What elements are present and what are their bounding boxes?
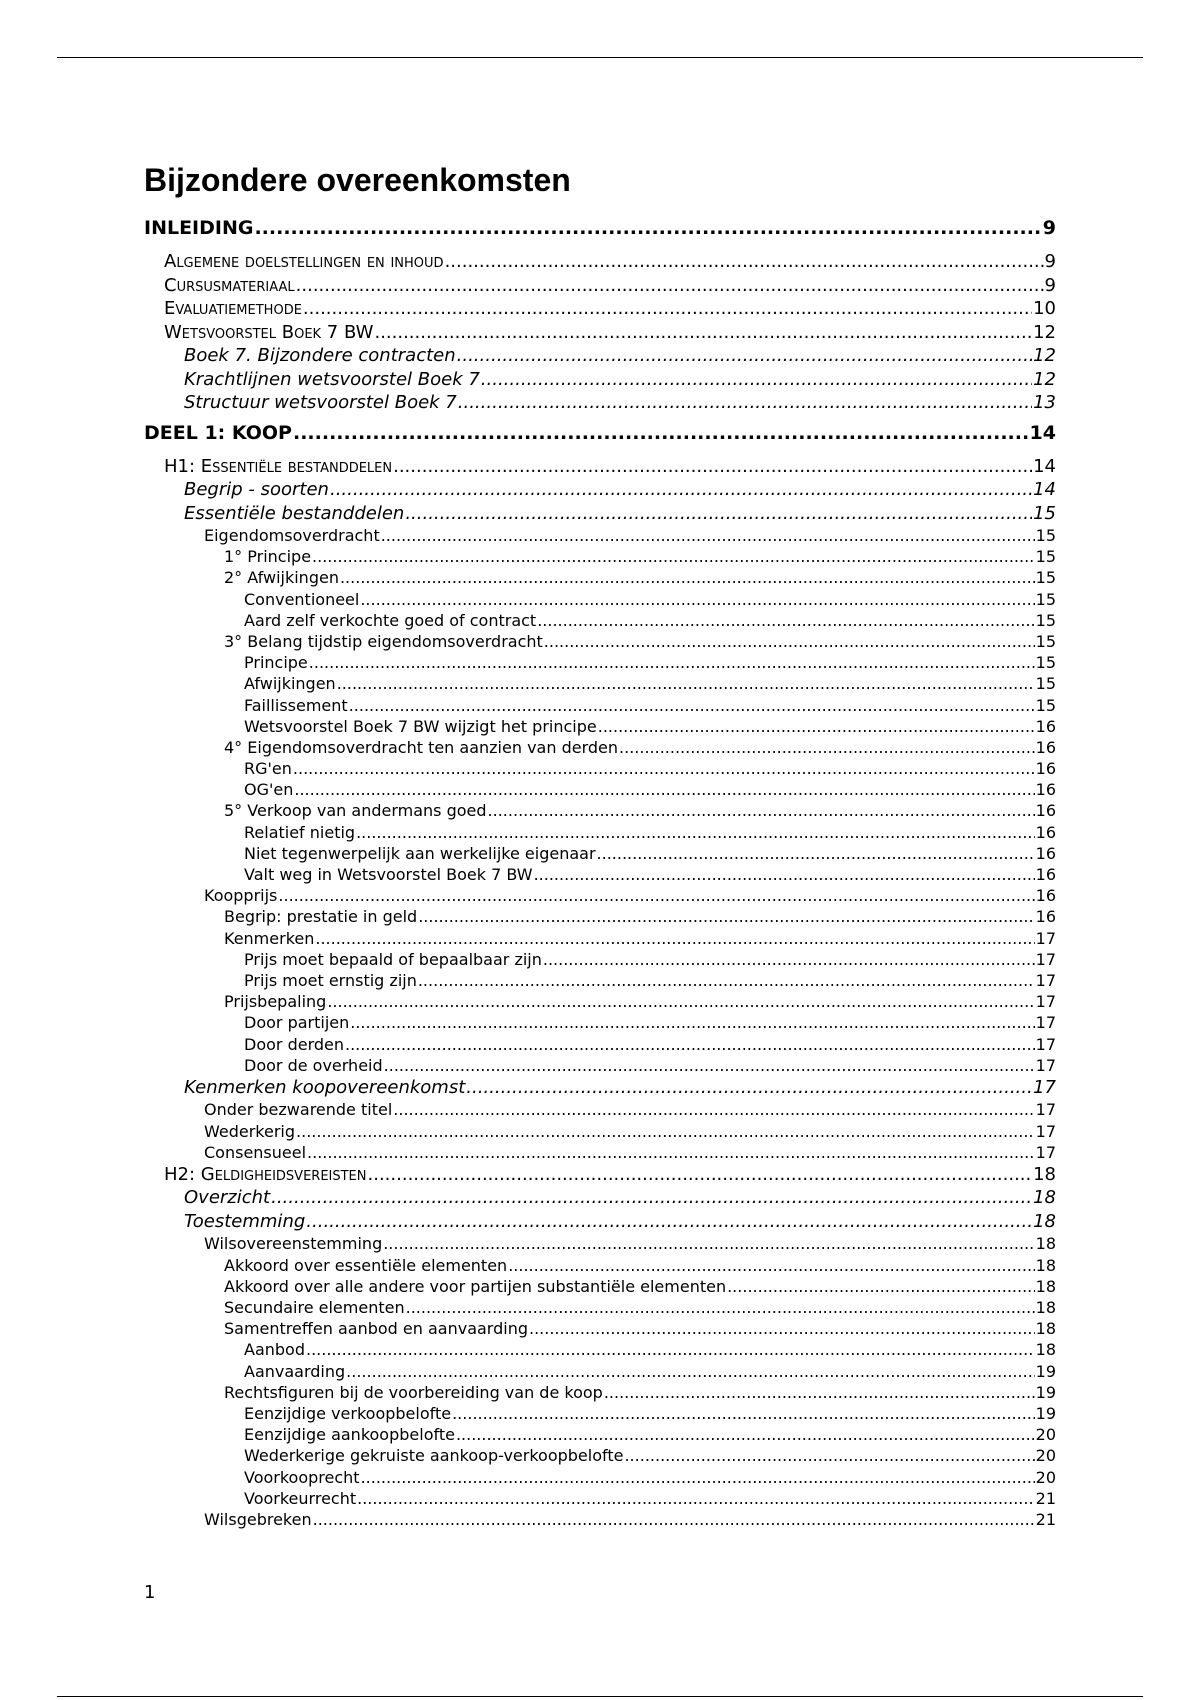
toc-entry[interactable]	[144, 1509, 1056, 1530]
toc-entry[interactable]	[144, 864, 1056, 885]
toc-leader-dots	[381, 525, 1035, 546]
toc-leader-dots	[456, 1424, 1035, 1445]
toc-entry-page: 15	[1035, 526, 1056, 545]
toc-entry-title: Krachtlijnen wetsvoorstel Boek 7	[184, 368, 480, 390]
toc-entry-title: Akkoord over alle andere voor partijen substantiële elementen	[224, 1276, 727, 1296]
toc-leader-dots	[303, 297, 1032, 321]
toc-entry[interactable]	[144, 1012, 1056, 1033]
toc-entry-page: 16	[1035, 886, 1056, 906]
toc-entry-page: 16	[1035, 801, 1056, 821]
toc-entry-page: 15	[1035, 695, 1056, 715]
toc-entry-page: 16	[1035, 907, 1056, 927]
toc-leader-dots	[293, 758, 1035, 779]
toc-leader-dots	[327, 991, 1034, 1012]
toc-entry-page: 17	[1035, 1034, 1056, 1054]
toc-entry-title: Kenmerken	[224, 928, 315, 948]
toc-entry-page: 21	[1035, 1509, 1056, 1529]
toc-entry-title: Voorkeurrecht	[244, 1488, 357, 1508]
toc-entry[interactable]	[144, 1255, 1056, 1276]
toc-leader-dots	[330, 478, 1032, 502]
toc-entry[interactable]	[144, 1276, 1056, 1297]
toc-entry-title: Onder bezwarende titel	[204, 1100, 393, 1120]
toc-entry-title: Wederkerig	[204, 1121, 296, 1141]
toc-entry-title: Evaluatiemethode	[164, 298, 302, 319]
toc-leader-dots	[271, 1186, 1032, 1210]
toc-leader-dots	[727, 1276, 1035, 1297]
toc-entry-page: 17	[1035, 1055, 1056, 1075]
toc-leader-dots	[544, 631, 1035, 652]
toc-entry-title: DEEL 1: KOOP	[144, 421, 292, 444]
toc-entry-title: Samentreffen aanbod en aanvaarding	[224, 1319, 528, 1339]
toc-entry[interactable]	[144, 673, 1056, 694]
toc-entry[interactable]	[144, 455, 1056, 479]
toc-leader-dots	[345, 1034, 1035, 1055]
toc-entry[interactable]	[144, 1055, 1056, 1076]
toc-leader-dots	[337, 673, 1035, 694]
toc-entry-title: Faillissement	[244, 695, 348, 715]
toc-entry-title: Wetsvoorstel Boek 7 BW	[164, 321, 374, 343]
toc-entry-page: 16	[1035, 822, 1056, 842]
toc-leader-dots	[393, 455, 1032, 479]
toc-leader-dots	[508, 1255, 1034, 1276]
toc-entry-title: Aanvaarding	[244, 1361, 346, 1381]
toc-entry-title: 2° Afwijkingen	[224, 568, 339, 588]
toc-entry-page: 9	[1044, 251, 1056, 272]
toc-entry[interactable]	[144, 1424, 1056, 1445]
toc-entry-page: 15	[1033, 502, 1056, 524]
toc-entry-page: 15	[1035, 674, 1056, 694]
toc-entry[interactable]	[144, 843, 1056, 864]
toc-entry-page: 16	[1035, 737, 1056, 757]
toc-entry-page: 9	[1044, 274, 1056, 296]
toc-entry[interactable]	[144, 344, 1056, 368]
toc-entry-page: 16	[1035, 716, 1056, 736]
toc-entry-page: 12	[1033, 345, 1056, 366]
toc-entry-page: 12	[1033, 368, 1056, 390]
toc-entry-title: 4° Eigendomsoverdracht ten aanzien van derden	[224, 737, 619, 757]
toc-entry-title: OG'en	[244, 780, 294, 800]
toc-leader-dots	[368, 1163, 1033, 1187]
toc-entry-title: Door derden	[244, 1034, 344, 1054]
toc-entry-title: Rechtsfiguren bij de voorbereiding van de koop	[224, 1382, 603, 1402]
toc-entry-title: Begrip - soorten	[184, 479, 329, 500]
toc-leader-dots	[445, 250, 1044, 274]
toc-leader-dots	[529, 1318, 1035, 1339]
toc-entry-title: Toestemming	[184, 1210, 306, 1232]
toc-entry-page: 16	[1035, 780, 1056, 800]
toc-leader-dots	[360, 589, 1034, 610]
toc-entry-title: Door de overheid	[244, 1055, 383, 1075]
page-number: 1	[144, 1582, 156, 1603]
toc-leader-dots	[309, 652, 1035, 673]
toc-entry-page: 15	[1035, 631, 1056, 651]
toc-entry[interactable]	[144, 525, 1056, 546]
toc-leader-dots	[418, 906, 1034, 927]
toc-entry-title: Voorkooprecht	[244, 1467, 360, 1487]
toc-entry-title: 5° Verkoop van andermans goed	[224, 801, 487, 821]
toc-entry-page: 15	[1035, 610, 1056, 630]
toc-entry[interactable]	[144, 1099, 1056, 1120]
toc-entry-title: Eenzijdige verkoopbelofte	[244, 1403, 452, 1423]
toc-entry-title: Structuur wetsvoorstel Boek 7	[184, 392, 457, 413]
toc-entry[interactable]	[144, 368, 1056, 392]
toc-entry-page: 16	[1035, 865, 1056, 884]
toc-entry-title: Niet tegenwerpelijk aan werkelijke eigenaar	[244, 843, 596, 863]
toc-entry[interactable]	[144, 214, 1056, 250]
toc-leader-dots	[405, 502, 1032, 526]
toc-entry[interactable]	[144, 1382, 1056, 1403]
toc-entry[interactable]	[144, 1233, 1056, 1254]
toc-entry[interactable]	[144, 1403, 1056, 1424]
toc-entry-title: Wederkerige gekruiste aankoop-verkoopbelofte	[244, 1446, 624, 1466]
toc-entry-page: 12	[1033, 321, 1056, 343]
toc-entry[interactable]	[144, 1297, 1056, 1318]
toc-leader-dots	[350, 1012, 1034, 1033]
toc-entry-page: 19	[1035, 1403, 1056, 1423]
toc-entry[interactable]	[144, 1034, 1056, 1055]
toc-leader-dots	[458, 391, 1032, 415]
toc-leader-dots	[481, 368, 1032, 392]
toc-entry-page: 21	[1035, 1488, 1056, 1508]
toc-entry-title: Akkoord over essentiële elementen	[224, 1255, 508, 1275]
toc-entry-page: 18	[1033, 1210, 1056, 1232]
toc-entry[interactable]	[144, 885, 1056, 906]
toc-leader-dots	[315, 928, 1034, 949]
toc-entry-title: Prijs moet ernstig zijn	[244, 970, 417, 990]
toc-entry[interactable]	[144, 1488, 1056, 1509]
toc-leader-dots	[349, 695, 1035, 716]
toc-leader-dots	[466, 1076, 1032, 1100]
toc-entry[interactable]	[144, 737, 1056, 758]
toc-entry-title: H2: Geldigheidsvereisten	[164, 1163, 367, 1185]
toc-leader-dots	[293, 419, 1029, 447]
toc-entry[interactable]	[144, 1467, 1056, 1488]
toc-leader-dots	[313, 1509, 1035, 1530]
toc-entry[interactable]	[144, 758, 1056, 779]
header-rule	[57, 57, 1143, 58]
toc-entry-page: 20	[1035, 1467, 1056, 1487]
toc-entry-page: 15	[1035, 653, 1056, 673]
toc-entry-page: 19	[1035, 1361, 1056, 1381]
toc-entry-page: 13	[1033, 392, 1056, 413]
toc-entry-page: 18	[1035, 1276, 1056, 1296]
toc-entry-page: 16	[1035, 759, 1056, 779]
toc-entry[interactable]	[144, 478, 1056, 502]
toc-entry[interactable]	[144, 419, 1056, 455]
toc-entry[interactable]	[144, 274, 1056, 298]
toc-leader-dots	[383, 1233, 1034, 1254]
toc-entry-title: Algemene doelstellingen en inhoud	[164, 251, 444, 272]
toc-leader-dots	[346, 1361, 1034, 1382]
toc-leader-dots	[306, 1339, 1035, 1360]
toc-entry-page: 16	[1035, 843, 1056, 863]
toc-entry-title: Wilsgebreken	[204, 1509, 312, 1529]
toc-entry[interactable]	[144, 546, 1056, 567]
toc-entry-title: Boek 7. Bijzondere contracten	[184, 345, 456, 366]
toc-entry[interactable]	[144, 1318, 1056, 1339]
toc-entry-page: 18	[1035, 1298, 1056, 1317]
toc-entry-title: Wetsvoorstel Boek 7 BW wijzigt het principe	[244, 716, 597, 736]
toc-entry-page: 17	[1033, 1076, 1056, 1098]
toc-entry-page: 17	[1035, 949, 1056, 969]
toc-entry[interactable]	[144, 610, 1056, 631]
toc-entry-page: 17	[1035, 1100, 1056, 1120]
toc-leader-dots	[393, 1099, 1034, 1120]
toc-entry-title: 3° Belang tijdstip eigendomsoverdracht	[224, 631, 543, 651]
toc-leader-dots	[312, 546, 1035, 567]
toc-leader-dots	[543, 949, 1035, 970]
toc-entry[interactable]	[144, 391, 1056, 415]
toc-entry[interactable]	[144, 949, 1056, 970]
footer-rule	[57, 1696, 1143, 1697]
toc-entry-page: 14	[1033, 455, 1056, 477]
toc-entry-page: 17	[1035, 1121, 1056, 1141]
toc-entry-title: 1° Principe	[224, 547, 312, 567]
toc-leader-dots	[361, 1467, 1035, 1488]
toc-entry-title: INLEIDING	[144, 217, 254, 239]
toc-leader-dots	[307, 1142, 1035, 1163]
toc-entry[interactable]	[144, 652, 1056, 673]
toc-entry[interactable]	[144, 800, 1056, 821]
toc-entry-title: Wilsovereenstemming	[204, 1234, 383, 1254]
toc-entry-title: Afwijkingen	[244, 674, 336, 694]
toc-entry-title: Relatief nietig	[244, 822, 356, 842]
toc-entry-page: 18	[1035, 1234, 1056, 1254]
toc-entry[interactable]	[144, 1142, 1056, 1163]
toc-leader-dots	[296, 1121, 1035, 1142]
toc-leader-dots	[294, 779, 1034, 800]
toc-entry-title: Valt weg in Wetsvoorstel Boek 7 BW	[244, 865, 533, 884]
toc-leader-dots	[418, 970, 1035, 991]
table-of-contents	[144, 214, 1056, 1530]
toc-entry-page: 18	[1033, 1187, 1056, 1209]
toc-leader-dots	[306, 1210, 1032, 1234]
toc-entry[interactable]	[144, 779, 1056, 800]
toc-entry-title: Kenmerken koopovereenkomst	[184, 1076, 466, 1098]
toc-entry[interactable]	[144, 695, 1056, 716]
toc-leader-dots	[254, 214, 1041, 242]
toc-entry-title: Koopprijs	[204, 886, 278, 906]
toc-entry[interactable]	[144, 1163, 1056, 1187]
toc-leader-dots	[374, 321, 1032, 345]
toc-entry[interactable]	[144, 589, 1056, 610]
toc-entry-page: 10	[1033, 298, 1056, 319]
toc-entry-title: Prijs moet bepaald of bepaalbaar zijn	[244, 949, 542, 969]
toc-leader-dots	[356, 822, 1035, 843]
toc-leader-dots	[406, 1297, 1035, 1318]
toc-entry[interactable]	[144, 970, 1056, 991]
toc-leader-dots	[278, 885, 1034, 906]
toc-leader-dots	[598, 716, 1035, 737]
toc-leader-dots	[488, 800, 1035, 821]
toc-entry-page: 20	[1035, 1425, 1056, 1445]
toc-entry[interactable]	[144, 822, 1056, 843]
toc-entry-title: H1: Essentiële bestanddelen	[164, 455, 393, 477]
toc-leader-dots	[534, 864, 1035, 885]
toc-leader-dots	[624, 1445, 1034, 1466]
toc-leader-dots	[452, 1403, 1035, 1424]
toc-entry[interactable]	[144, 250, 1056, 274]
toc-leader-dots	[537, 610, 1034, 631]
toc-entry-page: 20	[1035, 1446, 1056, 1466]
toc-leader-dots	[384, 1055, 1035, 1076]
toc-entry-page: 17	[1035, 1142, 1056, 1162]
toc-entry-title: Begrip: prestatie in geld	[224, 907, 418, 927]
toc-entry-title: Conventioneel	[244, 589, 360, 609]
toc-entry-page: 14	[1029, 421, 1056, 444]
toc-entry-page: 18	[1035, 1319, 1056, 1339]
toc-leader-dots	[457, 344, 1032, 368]
toc-entry-page: 15	[1035, 589, 1056, 609]
toc-entry-title: Aanbod	[244, 1340, 305, 1360]
toc-leader-dots	[357, 1488, 1035, 1509]
toc-entry-title: Door partijen	[244, 1013, 350, 1033]
toc-entry[interactable]	[144, 1210, 1056, 1234]
toc-entry-page: 19	[1035, 1382, 1056, 1402]
toc-leader-dots	[296, 274, 1044, 298]
toc-entry[interactable]	[144, 1339, 1056, 1360]
toc-entry-title: RG'en	[244, 759, 292, 779]
toc-leader-dots	[597, 843, 1035, 864]
toc-entry-page: 14	[1033, 479, 1056, 500]
toc-entry-title: Essentiële bestanddelen	[184, 502, 405, 524]
toc-entry-title: Consensueel	[204, 1142, 307, 1162]
toc-entry-title: Secundaire elementen	[224, 1298, 405, 1317]
toc-entry[interactable]	[144, 1361, 1056, 1382]
toc-entry[interactable]	[144, 1076, 1056, 1100]
toc-entry-page: 18	[1035, 1340, 1056, 1360]
toc-entry[interactable]	[144, 321, 1056, 345]
toc-entry[interactable]	[144, 1121, 1056, 1142]
toc-entry-title: Overzicht	[184, 1187, 271, 1209]
toc-entry[interactable]	[144, 1186, 1056, 1210]
toc-entry[interactable]	[144, 716, 1056, 737]
toc-entry[interactable]	[144, 631, 1056, 652]
toc-entry-page: 9	[1042, 217, 1056, 239]
toc-entry-page: 17	[1035, 992, 1056, 1012]
toc-entry-title: Principe	[244, 653, 308, 673]
toc-entry[interactable]	[144, 991, 1056, 1012]
toc-entry-page: 17	[1035, 970, 1056, 990]
toc-entry[interactable]	[144, 1445, 1056, 1466]
toc-entry[interactable]	[144, 906, 1056, 927]
toc-entry-page: 17	[1035, 928, 1056, 948]
toc-entry-page: 18	[1035, 1255, 1056, 1275]
toc-entry[interactable]	[144, 297, 1056, 321]
toc-entry-title: Aard zelf verkochte goed of contract	[244, 610, 537, 630]
document-title: Bijzondere overeenkomsten	[144, 162, 571, 198]
toc-leader-dots	[619, 737, 1035, 758]
toc-entry-title: Eigendomsoverdracht	[204, 526, 380, 545]
toc-entry-page: 18	[1033, 1163, 1056, 1185]
toc-entry-title: Prijsbepaling	[224, 992, 327, 1012]
toc-entry-page: 15	[1035, 547, 1056, 567]
toc-leader-dots	[604, 1382, 1035, 1403]
toc-entry-page: 17	[1035, 1013, 1056, 1033]
toc-leader-dots	[340, 567, 1035, 588]
toc-entry-title: Cursusmateriaal	[164, 274, 295, 296]
toc-entry-title: Eenzijdige aankoopbelofte	[244, 1425, 455, 1445]
toc-entry[interactable]	[144, 567, 1056, 588]
toc-entry[interactable]	[144, 502, 1056, 526]
toc-entry[interactable]	[144, 928, 1056, 949]
toc-entry-page: 15	[1035, 568, 1056, 588]
